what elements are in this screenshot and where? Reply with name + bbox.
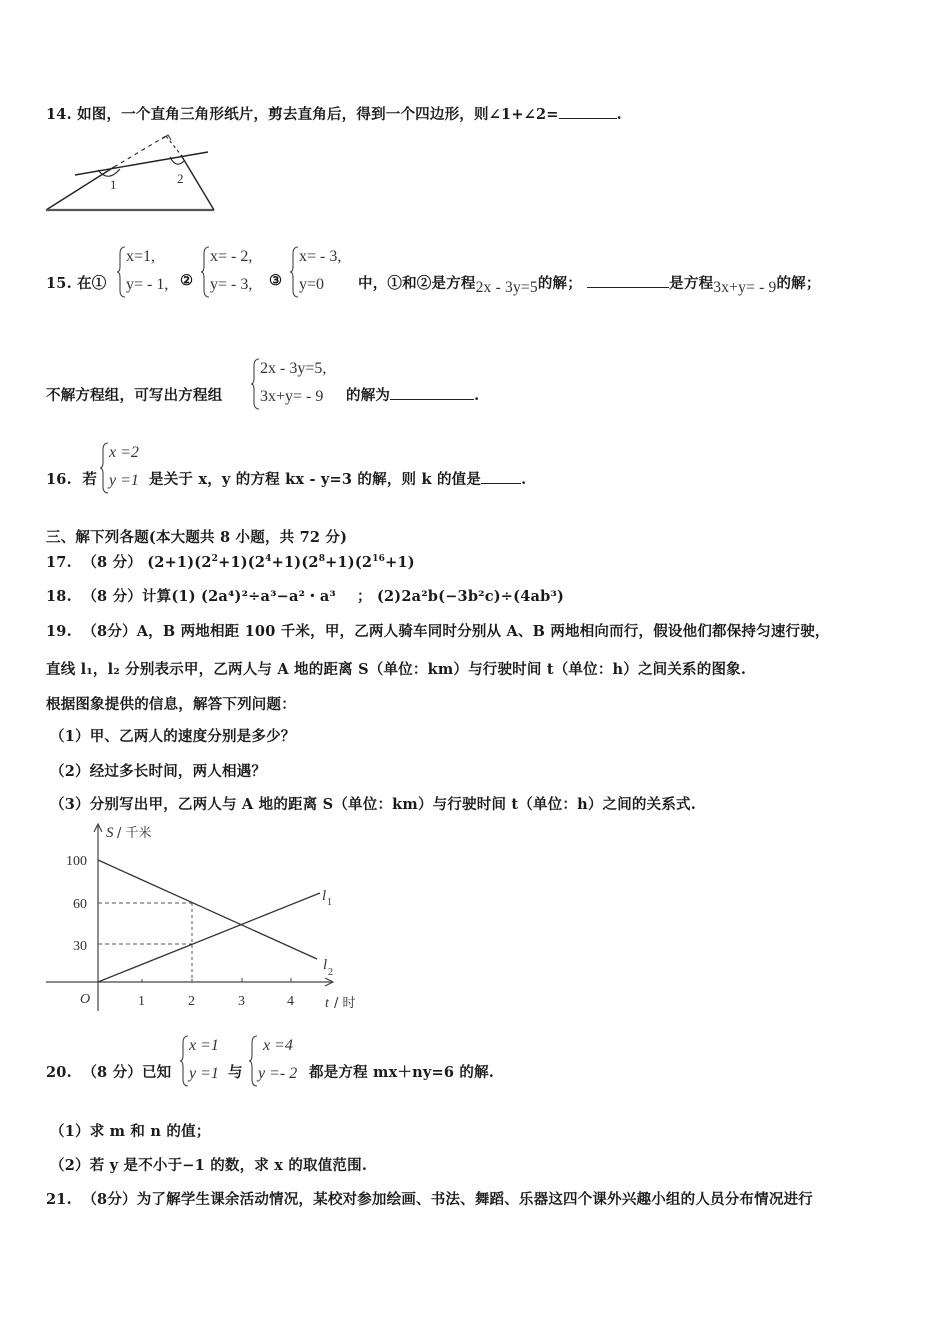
svg-text:4: 4 (287, 994, 294, 1009)
answer-blank[interactable] (481, 471, 521, 484)
answer-blank[interactable] (559, 106, 617, 119)
question-15-number: 15. 在① (46, 275, 107, 292)
svg-text:/ 时: / 时 (334, 996, 356, 1011)
question-number: 14. (46, 106, 72, 123)
question-19-sub2: （2）经过多长时间，两人相遇？ (50, 763, 267, 780)
system-1: x=1, y= - 1, (117, 244, 187, 300)
distance-time-chart (40, 815, 380, 1015)
angle-2-label: 2 (177, 171, 184, 186)
svg-text:l: l (322, 888, 327, 904)
system-combined: 2x - 3y=5, 3x+y= - 9 (251, 356, 351, 412)
question-14: 14. 如图，一个直角三角形纸片，剪去直角后，得到一个四边形，则∠1+∠2= . (46, 106, 622, 123)
question-19-sub1: （1）甲、乙两人的速度分别是多少？ (50, 728, 296, 745)
system-q20-b: x =4 y =- 2 (249, 1033, 309, 1089)
system-q16: x =2 y =1 (100, 440, 150, 496)
line-l2 (98, 860, 317, 959)
svg-text:1: 1 (138, 994, 145, 1009)
question-17: 17. （8 分） $(2+1)(2^2+1)(2^4+1)(2^8+1)(2^{16}+1)$ (46, 554, 415, 571)
svg-text:60: 60 (73, 897, 87, 912)
svg-text:30: 30 (73, 939, 87, 954)
question-21: 21. （8分）为了解学生课余活动情况，某校对参加绘画、书法、舞蹈、乐器这四个课外兴趣小组的人员分布情况进行 (46, 1191, 813, 1208)
question-20-sub1: （1）求 m 和 n 的值； (50, 1123, 211, 1140)
svg-text:S: S (106, 825, 114, 841)
system-2: x= - 2, y= - 3, (201, 244, 271, 300)
question-text: 如图，一个直角三角形纸片，剪去直角后，得到一个四边形，则∠1+∠2= (77, 106, 559, 123)
svg-text:100: 100 (66, 854, 87, 869)
svg-text:2: 2 (188, 994, 195, 1009)
svg-text:3: 3 (238, 994, 245, 1009)
answer-blank[interactable] (390, 387, 474, 400)
system-3: x= - 3, y=0 (290, 244, 360, 300)
question-15-text: 中，①和②是方程2x - 3y=5的解； 是方程3x+y= - 9的解； (358, 275, 821, 296)
angle-1-label: 1 (110, 177, 117, 192)
question-19-line1: 19. （8分）A，B 两地相距 100 千米，甲，乙两人骑车同时分别从 A、B 两地相向而行，假设他们都保持匀速行驶， (46, 623, 830, 640)
svg-text:t: t (325, 996, 329, 1011)
question-19-line2: 直线 l₁，l₂ 分别表示甲，乙两人与 A 地的距离 S（单位：km）与行驶时间 t（单位：h）之间关系的图象. (46, 661, 747, 678)
section-heading: 三、解下列各题(本大题共 8 小题，共 72 分) (46, 529, 348, 546)
answer-blank[interactable] (587, 275, 669, 288)
question-20-sub2: （2）若 y 是不小于−1 的数，求 x 的取值范围. (50, 1157, 368, 1174)
line-l1 (98, 893, 320, 982)
question-18: 18. （8 分）计算(1) (2a⁴)²÷a³−a²・a³ ； (2)2a²b(−3b²c)÷(4ab³) (46, 588, 565, 605)
svg-text:2: 2 (328, 967, 333, 978)
svg-text:O: O (80, 992, 91, 1007)
question-19-sub3: （3）分别写出甲，乙两人与 A 地的距离 S（单位：km）与行驶时间 t（单位：h）之间的关系式. (50, 796, 696, 813)
triangle-figure (40, 125, 225, 220)
system-q20-a: x =1 y =1 (180, 1033, 230, 1089)
svg-text:/ 千米: / 千米 (117, 826, 152, 841)
svg-text:1: 1 (327, 897, 332, 908)
question-19-line3: 根据图象提供的信息，解答下列问题： (46, 696, 296, 713)
svg-text:l: l (323, 957, 328, 973)
